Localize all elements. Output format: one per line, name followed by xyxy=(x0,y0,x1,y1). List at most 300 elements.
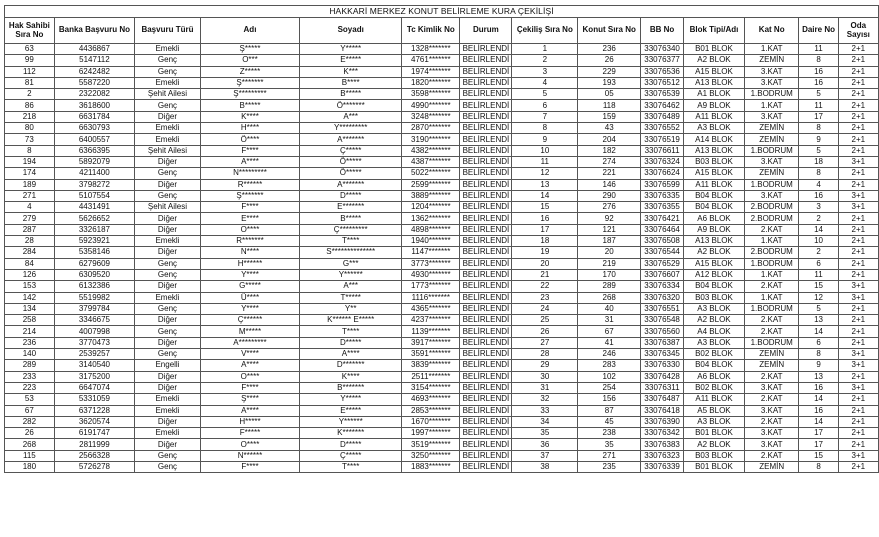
table-cell: 05 xyxy=(578,89,641,100)
table-cell: 2+1 xyxy=(838,213,878,224)
table-cell: 2.KAT xyxy=(744,450,799,461)
table-cell: 5 xyxy=(799,145,838,156)
table-cell: 268 xyxy=(5,439,55,450)
table-cell: 3.KAT xyxy=(744,77,799,88)
table-cell: 1.BODRUM xyxy=(744,337,799,348)
table-cell: 2.KAT xyxy=(744,371,799,382)
table-cell: 33076548 xyxy=(641,315,684,326)
table-cell: BELİRLENDİ xyxy=(460,461,512,472)
table-cell: 33076418 xyxy=(641,405,684,416)
table-cell: Diğer xyxy=(135,439,201,450)
table-cell: Genç xyxy=(135,349,201,360)
table-row xyxy=(5,179,879,190)
table-cell: A3 BLOK xyxy=(684,303,745,314)
table-cell: G*** xyxy=(300,258,402,269)
title-row xyxy=(5,6,879,18)
table-cell: 204 xyxy=(578,134,641,145)
table-cell: 118 xyxy=(578,100,641,111)
table-cell: 8 xyxy=(512,123,578,134)
table-cell: Y** xyxy=(300,303,402,314)
table-cell: Y********* xyxy=(300,123,402,134)
column-header: Konut Sıra No xyxy=(578,18,641,44)
table-cell: 6366395 xyxy=(54,145,134,156)
table-cell: 289 xyxy=(578,281,641,292)
table-cell: 33076519 xyxy=(641,134,684,145)
table-row xyxy=(5,349,879,360)
table-cell: 1940******* xyxy=(402,236,460,247)
table-row xyxy=(5,269,879,280)
table-cell: B04 BLOK xyxy=(684,190,745,201)
table-cell: Diğer xyxy=(135,315,201,326)
table-cell: BELİRLENDİ xyxy=(460,145,512,156)
table-cell: 4 xyxy=(799,179,838,190)
table-cell: 33076335 xyxy=(641,190,684,201)
table-cell: BELİRLENDİ xyxy=(460,123,512,134)
table-cell: A15 BLOK xyxy=(684,258,745,269)
table-cell: 33076599 xyxy=(641,179,684,190)
table-cell: 2599******* xyxy=(402,179,460,190)
table-cell: 5022******* xyxy=(402,168,460,179)
table-cell: BELİRLENDİ xyxy=(460,349,512,360)
table-cell: 11 xyxy=(799,269,838,280)
table-cell: 33076323 xyxy=(641,450,684,461)
table-cell: 2566328 xyxy=(54,450,134,461)
table-cell: 31 xyxy=(512,382,578,393)
table-cell: 3799784 xyxy=(54,303,134,314)
table-cell: 2+1 xyxy=(838,461,878,472)
table-cell: D******* xyxy=(300,360,402,371)
table-cell: Diğer xyxy=(135,179,201,190)
table-cell: A**** xyxy=(200,360,299,371)
table-cell: 112 xyxy=(5,66,55,77)
table-cell: ZEMİN xyxy=(744,461,799,472)
table-cell: Genç xyxy=(135,168,201,179)
table-cell: A2 BLOK xyxy=(684,315,745,326)
table-cell: 2870******* xyxy=(402,123,460,134)
table-cell: 33076330 xyxy=(641,360,684,371)
table-cell: 4761******* xyxy=(402,55,460,66)
table-cell: 28 xyxy=(5,236,55,247)
table-cell: E******* xyxy=(300,202,402,213)
table-row xyxy=(5,77,879,88)
table-cell: 4431491 xyxy=(54,202,134,213)
table-cell: 30 xyxy=(512,371,578,382)
table-cell: 2+1 xyxy=(838,315,878,326)
table-cell: Emekli xyxy=(135,405,201,416)
table-cell: 33076560 xyxy=(641,326,684,337)
table-cell: 2.KAT xyxy=(744,281,799,292)
table-cell: 20 xyxy=(512,258,578,269)
table-row xyxy=(5,258,879,269)
table-cell: Y**** xyxy=(200,303,299,314)
table-cell: A9 BLOK xyxy=(684,224,745,235)
table-cell: V**** xyxy=(200,349,299,360)
table-cell: 12 xyxy=(512,168,578,179)
table-cell: 4693******* xyxy=(402,394,460,405)
table-cell: 2.KAT xyxy=(744,326,799,337)
table-row xyxy=(5,281,879,292)
table-cell: 33076421 xyxy=(641,213,684,224)
table-cell: 2+1 xyxy=(838,44,878,55)
table-row xyxy=(5,134,879,145)
table-cell: 13 xyxy=(799,315,838,326)
table-cell: K**** xyxy=(300,371,402,382)
table-cell: 238 xyxy=(578,428,641,439)
table-cell: A13 BLOK xyxy=(684,236,745,247)
header-row xyxy=(5,18,879,44)
table-cell: 63 xyxy=(5,44,55,55)
table-row xyxy=(5,247,879,258)
table-row xyxy=(5,326,879,337)
table-cell: 180 xyxy=(5,461,55,472)
table-cell: 4007998 xyxy=(54,326,134,337)
table-cell: 2+1 xyxy=(838,247,878,258)
table-row xyxy=(5,236,879,247)
table-cell: 33076334 xyxy=(641,281,684,292)
table-cell: 187 xyxy=(578,236,641,247)
table-cell: 170 xyxy=(578,269,641,280)
table-cell: 2+1 xyxy=(838,405,878,416)
table-row xyxy=(5,145,879,156)
table-cell: BELİRLENDİ xyxy=(460,156,512,167)
table-cell: A*** xyxy=(300,281,402,292)
table-cell: 235 xyxy=(578,461,641,472)
table-cell: 276 xyxy=(578,202,641,213)
table-row xyxy=(5,450,879,461)
table-cell: 254 xyxy=(578,382,641,393)
table-cell: Ö***** xyxy=(300,168,402,179)
table-cell: 5107554 xyxy=(54,190,134,201)
table-cell: 1974******* xyxy=(402,66,460,77)
table-row xyxy=(5,394,879,405)
table-cell: 3.KAT xyxy=(744,382,799,393)
table-cell: 283 xyxy=(578,360,641,371)
table-cell: 3326187 xyxy=(54,224,134,235)
table-cell: B03 BLOK xyxy=(684,450,745,461)
table-cell: 33076536 xyxy=(641,66,684,77)
table-cell: 45 xyxy=(578,416,641,427)
table-cell: Ş***** xyxy=(200,44,299,55)
column-header: Hak Sahibi Sıra No xyxy=(5,18,55,44)
table-cell: BELİRLENDİ xyxy=(460,292,512,303)
table-cell: N**** xyxy=(200,247,299,258)
column-header: Durum xyxy=(460,18,512,44)
table-cell: 1.BODRUM xyxy=(744,258,799,269)
table-cell: 10 xyxy=(799,236,838,247)
table-cell: Diğer xyxy=(135,337,201,348)
table-cell: O*** xyxy=(200,55,299,66)
table-cell: 1773******* xyxy=(402,281,460,292)
table-cell: 4382******* xyxy=(402,145,460,156)
table-cell: Y***** xyxy=(300,44,402,55)
table-cell: 3250******* xyxy=(402,450,460,461)
table-cell: 290 xyxy=(578,190,641,201)
table-row xyxy=(5,123,879,134)
table-cell: BELİRLENDİ xyxy=(460,190,512,201)
table-cell: Şehit Ailesi xyxy=(135,202,201,213)
table-cell: 8 xyxy=(799,168,838,179)
table-cell: BELİRLENDİ xyxy=(460,371,512,382)
table-cell: 3+1 xyxy=(838,202,878,213)
table-cell: T**** xyxy=(300,461,402,472)
table-cell: 3+1 xyxy=(838,292,878,303)
table-cell: 33076539 xyxy=(641,89,684,100)
table-cell: Emekli xyxy=(135,236,201,247)
table-cell: 26 xyxy=(578,55,641,66)
table-cell: 35 xyxy=(512,428,578,439)
table-cell: 6191747 xyxy=(54,428,134,439)
table-cell: 2853******* xyxy=(402,405,460,416)
table-cell: B04 BLOK xyxy=(684,281,745,292)
table-cell: K**** xyxy=(200,111,299,122)
table-cell: 4 xyxy=(5,202,55,213)
table-cell: 33076324 xyxy=(641,156,684,167)
table-cell: 2811999 xyxy=(54,439,134,450)
table-cell: 2+1 xyxy=(838,66,878,77)
table-cell: 1204******* xyxy=(402,202,460,213)
table-cell: 14 xyxy=(799,326,838,337)
table-cell: 16 xyxy=(799,190,838,201)
table-cell: 2 xyxy=(799,247,838,258)
table-cell: 236 xyxy=(5,337,55,348)
table-cell: Diğer xyxy=(135,382,201,393)
table-cell: BELİRLENDİ xyxy=(460,360,512,371)
table-cell: BELİRLENDİ xyxy=(460,213,512,224)
table-row xyxy=(5,224,879,235)
table-cell: B***** xyxy=(300,213,402,224)
table-cell: 81 xyxy=(5,77,55,88)
table-cell: Genç xyxy=(135,326,201,337)
table-cell: BELİRLENDİ xyxy=(460,247,512,258)
table-cell: ZEMİN xyxy=(744,55,799,66)
table-cell: 27 xyxy=(512,337,578,348)
table-cell: Şehit Ailesi xyxy=(135,89,201,100)
table-cell: BELİRLENDİ xyxy=(460,394,512,405)
table-cell: H***** xyxy=(200,416,299,427)
table-cell: 258 xyxy=(5,315,55,326)
table-cell: 28 xyxy=(512,349,578,360)
table-cell: Diğer xyxy=(135,213,201,224)
table-cell: BELİRLENDİ xyxy=(460,405,512,416)
table-cell: A15 BLOK xyxy=(684,168,745,179)
table-cell: 34 xyxy=(512,416,578,427)
table-row xyxy=(5,371,879,382)
table-cell: 233 xyxy=(5,371,55,382)
table-cell: 287 xyxy=(5,224,55,235)
table-cell: 3 xyxy=(799,202,838,213)
table-cell: 33076428 xyxy=(641,371,684,382)
table-cell: 142 xyxy=(5,292,55,303)
table-cell: 153 xyxy=(5,281,55,292)
table-cell: Genç xyxy=(135,450,201,461)
table-cell: 73 xyxy=(5,134,55,145)
table-cell: 8 xyxy=(799,55,838,66)
kura-sheet xyxy=(4,5,879,473)
table-cell: 2+1 xyxy=(838,134,878,145)
table-cell: Emekli xyxy=(135,134,201,145)
table-cell: BELİRLENDİ xyxy=(460,44,512,55)
table-cell: A*** xyxy=(300,111,402,122)
table-cell: 24 xyxy=(512,303,578,314)
table-cell: 3.KAT xyxy=(744,439,799,450)
table-cell: A**** xyxy=(200,405,299,416)
table-cell: T**** xyxy=(300,236,402,247)
table-cell: 229 xyxy=(578,66,641,77)
table-cell: 3618600 xyxy=(54,100,134,111)
table-cell: ZEMİN xyxy=(744,123,799,134)
table-cell: 33076340 xyxy=(641,44,684,55)
table-cell: Engelli xyxy=(135,360,201,371)
table-cell: 2+1 xyxy=(838,100,878,111)
table-cell: 3248******* xyxy=(402,111,460,122)
table-cell: 268 xyxy=(578,292,641,303)
table-cell: A12 BLOK xyxy=(684,269,745,280)
table-cell: B03 BLOK xyxy=(684,156,745,167)
table-cell: 2539257 xyxy=(54,349,134,360)
table-cell: K******* xyxy=(300,428,402,439)
table-cell: Genç xyxy=(135,55,201,66)
table-cell: 2.BODRUM xyxy=(744,247,799,258)
table-cell: 33076339 xyxy=(641,461,684,472)
table-row xyxy=(5,360,879,371)
table-cell: 2 xyxy=(512,55,578,66)
table-cell: B***** xyxy=(200,100,299,111)
table-cell: 271 xyxy=(578,450,641,461)
table-cell: A11 BLOK xyxy=(684,111,745,122)
table-cell: A5 BLOK xyxy=(684,405,745,416)
table-cell: B04 BLOK xyxy=(684,360,745,371)
table-cell: Diğer xyxy=(135,371,201,382)
table-cell: BELİRLENDİ xyxy=(460,66,512,77)
table-cell: A3 BLOK xyxy=(684,416,745,427)
table-cell: BELİRLENDİ xyxy=(460,382,512,393)
table-cell: 1670******* xyxy=(402,416,460,427)
table-cell: 194 xyxy=(5,156,55,167)
table-cell: 16 xyxy=(799,405,838,416)
table-cell: 33076464 xyxy=(641,224,684,235)
table-cell: Ç****** xyxy=(200,315,299,326)
table-cell: 156 xyxy=(578,394,641,405)
table-cell: B03 BLOK xyxy=(684,292,745,303)
table-cell: BELİRLENDİ xyxy=(460,236,512,247)
table-cell: F**** xyxy=(200,145,299,156)
table-cell: 5331059 xyxy=(54,394,134,405)
table-cell: Genç xyxy=(135,461,201,472)
table-cell: A******* xyxy=(300,134,402,145)
table-cell: Y***** xyxy=(300,394,402,405)
table-cell: 6 xyxy=(512,100,578,111)
table-cell: 6 xyxy=(799,337,838,348)
table-cell: K****** E***** xyxy=(300,315,402,326)
table-cell: 2+1 xyxy=(838,439,878,450)
table-cell: 26 xyxy=(512,326,578,337)
table-cell: BELİRLENDİ xyxy=(460,111,512,122)
table-cell: ZEMİN xyxy=(744,349,799,360)
table-cell: 121 xyxy=(578,224,641,235)
table-cell: 2511******* xyxy=(402,371,460,382)
table-cell: 3.KAT xyxy=(744,156,799,167)
column-header: Adı xyxy=(200,18,299,44)
table-cell: 33076544 xyxy=(641,247,684,258)
table-cell: 3519******* xyxy=(402,439,460,450)
table-cell: 2 xyxy=(5,89,55,100)
table-cell: H**** xyxy=(200,123,299,134)
table-cell: 7 xyxy=(512,111,578,122)
table-cell: B02 BLOK xyxy=(684,349,745,360)
table-cell: E**** xyxy=(200,213,299,224)
table-cell: Ö**** xyxy=(200,134,299,145)
table-cell: 4211400 xyxy=(54,168,134,179)
table-cell: Diğer xyxy=(135,224,201,235)
table-cell: 1 xyxy=(512,44,578,55)
table-cell: 3+1 xyxy=(838,382,878,393)
table-row xyxy=(5,439,879,450)
table-cell: BELİRLENDİ xyxy=(460,179,512,190)
table-cell: Ş******* xyxy=(200,77,299,88)
table-cell: 86 xyxy=(5,100,55,111)
table-cell: 16 xyxy=(799,382,838,393)
table-cell: 5726278 xyxy=(54,461,134,472)
table-cell: 3917******* xyxy=(402,337,460,348)
table-cell: BELİRLENDİ xyxy=(460,258,512,269)
table-cell: 3591******* xyxy=(402,349,460,360)
table-cell: 1.BODRUM xyxy=(744,179,799,190)
table-row xyxy=(5,303,879,314)
table-cell: 29 xyxy=(512,360,578,371)
table-cell: 4 xyxy=(512,77,578,88)
table-row xyxy=(5,168,879,179)
table-cell: Genç xyxy=(135,258,201,269)
table-cell: A4 BLOK xyxy=(684,326,745,337)
table-cell: 33076489 xyxy=(641,111,684,122)
table-cell: 2322082 xyxy=(54,89,134,100)
table-cell: 159 xyxy=(578,111,641,122)
table-cell: F***** xyxy=(200,428,299,439)
column-header: Başvuru Türü xyxy=(135,18,201,44)
kura-table xyxy=(4,5,879,473)
table-cell: 9 xyxy=(512,134,578,145)
table-cell: 43 xyxy=(578,123,641,134)
table-cell: 15 xyxy=(799,450,838,461)
table-cell: BELİRLENDİ xyxy=(460,450,512,461)
table-cell: 4387******* xyxy=(402,156,460,167)
table-cell: 25 xyxy=(512,315,578,326)
table-cell: D***** xyxy=(300,190,402,201)
table-cell: A**** xyxy=(300,349,402,360)
table-cell: 1.BODRUM xyxy=(744,145,799,156)
table-cell: 3773******* xyxy=(402,258,460,269)
table-cell: 134 xyxy=(5,303,55,314)
table-cell: 36 xyxy=(512,439,578,450)
table-cell: Genç xyxy=(135,303,201,314)
table-row xyxy=(5,405,879,416)
table-cell: Şehit Ailesi xyxy=(135,145,201,156)
table-cell: 33076387 xyxy=(641,337,684,348)
table-cell: 3598******* xyxy=(402,89,460,100)
table-cell: E***** xyxy=(300,405,402,416)
table-cell: 33076383 xyxy=(641,439,684,450)
table-cell: 6279609 xyxy=(54,258,134,269)
table-cell: 33076345 xyxy=(641,349,684,360)
table-cell: B01 BLOK xyxy=(684,44,745,55)
table-cell: B01 BLOK xyxy=(684,461,745,472)
table-cell: 5587220 xyxy=(54,77,134,88)
table-cell: 5 xyxy=(799,303,838,314)
table-cell: 2+1 xyxy=(838,394,878,405)
table-cell: A15 BLOK xyxy=(684,66,745,77)
column-header: Banka Başvuru No xyxy=(54,18,134,44)
table-cell: 3140540 xyxy=(54,360,134,371)
